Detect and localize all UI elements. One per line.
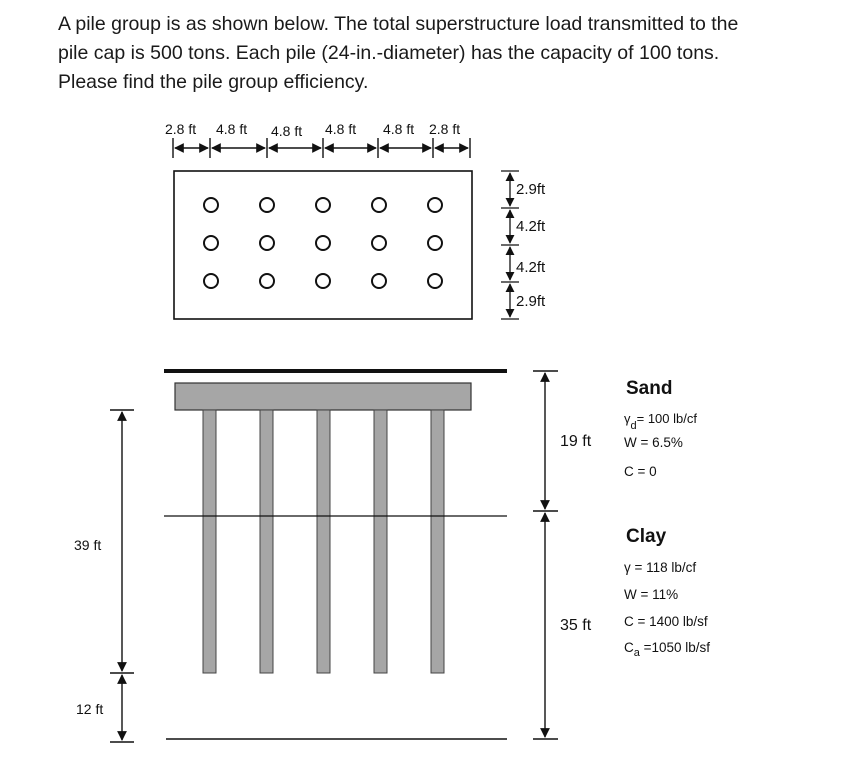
plan-pile-2-4: [372, 236, 386, 250]
plan-pile-1-2: [260, 198, 274, 212]
plan-dim-label-2: 4.8 ft: [216, 121, 248, 137]
section-pile-cap: [175, 383, 471, 410]
sand-gamma-sub: d: [630, 420, 637, 432]
plan-piles: [204, 198, 442, 288]
problem-line-2: pile cap is 500 tons. Each pile (24-in.-diameter) has the capacity of 100 tons.: [58, 42, 720, 64]
problem-line-3: Please find the pile group efficiency.: [58, 71, 369, 93]
plan-pile-3-4: [372, 274, 386, 288]
plan-pile-2-5: [428, 236, 442, 250]
clay-adhesion-symbol: C: [624, 640, 634, 655]
plan-vdim-label-1: 2.9ft: [516, 181, 546, 198]
sand-title: Sand: [626, 378, 673, 399]
clay-title: Clay: [626, 526, 667, 547]
plan-dim-label-4: 4.8 ft: [325, 121, 357, 137]
left-dimension: [110, 410, 134, 742]
plan-pile-3-5: [428, 274, 442, 288]
plan-pile-1-5: [428, 198, 442, 212]
clay-adhesion: [624, 640, 710, 659]
section-pile-5: [431, 410, 444, 673]
plan-pile-3-2: [260, 274, 274, 288]
clay-adhesion-sub: a: [633, 647, 640, 659]
section-piles: [203, 410, 444, 673]
problem-line-1: A pile group is as shown below. The total superstructure load transmitted to the: [58, 13, 739, 35]
plan-pile-2-1: [204, 236, 218, 250]
clay-thickness-label: 35 ft: [560, 617, 592, 634]
plan-pile-3-1: [204, 274, 218, 288]
plan-pile-1-4: [372, 198, 386, 212]
sand-gamma: [624, 411, 697, 432]
pile-length-label-12: 12 ft: [76, 701, 104, 717]
sand-gamma-symbol: γ: [624, 411, 631, 426]
plan-vdim-label-4: 2.9ft: [516, 293, 546, 310]
sand-cohesion: C = 0: [624, 464, 657, 479]
sand-water-content: W = 6.5%: [624, 435, 683, 450]
clay-adhesion-value: =1050 lb/sf: [639, 640, 711, 655]
plan-dim-label-3: 4.8 ft: [271, 123, 303, 139]
plan-dim-label-1: 2.8 ft: [165, 121, 197, 137]
plan-dim-label-5: 4.8 ft: [383, 121, 415, 137]
section-pile-4: [374, 410, 387, 673]
plan-pile-3-3: [316, 274, 330, 288]
right-dimension: [533, 371, 558, 739]
section-pile-1: [203, 410, 216, 673]
soil-properties: [624, 378, 710, 659]
section-pile-3: [317, 410, 330, 673]
section-pile-2: [260, 410, 273, 673]
plan-view: [165, 121, 546, 319]
sand-thickness-label: 19 ft: [560, 433, 592, 450]
clay-water-content: W = 11%: [624, 587, 679, 602]
plan-pile-2-3: [316, 236, 330, 250]
plan-vdim-label-3: 4.2ft: [516, 259, 546, 276]
section-view: [72, 371, 592, 742]
plan-pile-1-3: [316, 198, 330, 212]
clay-gamma: γ = 118 lb/cf: [624, 560, 697, 575]
pile-length-label-39: 39 ft: [74, 537, 102, 553]
plan-dim-label-6: 2.8 ft: [429, 121, 461, 137]
plan-pile-2-2: [260, 236, 274, 250]
sand-gamma-value: = 100 lb/cf: [636, 411, 697, 426]
plan-vdim-label-2: 4.2ft: [516, 218, 546, 235]
plan-horizontal-dimension-line: [173, 138, 470, 158]
clay-cohesion: C = 1400 lb/sf: [624, 614, 708, 629]
plan-pile-1-1: [204, 198, 218, 212]
